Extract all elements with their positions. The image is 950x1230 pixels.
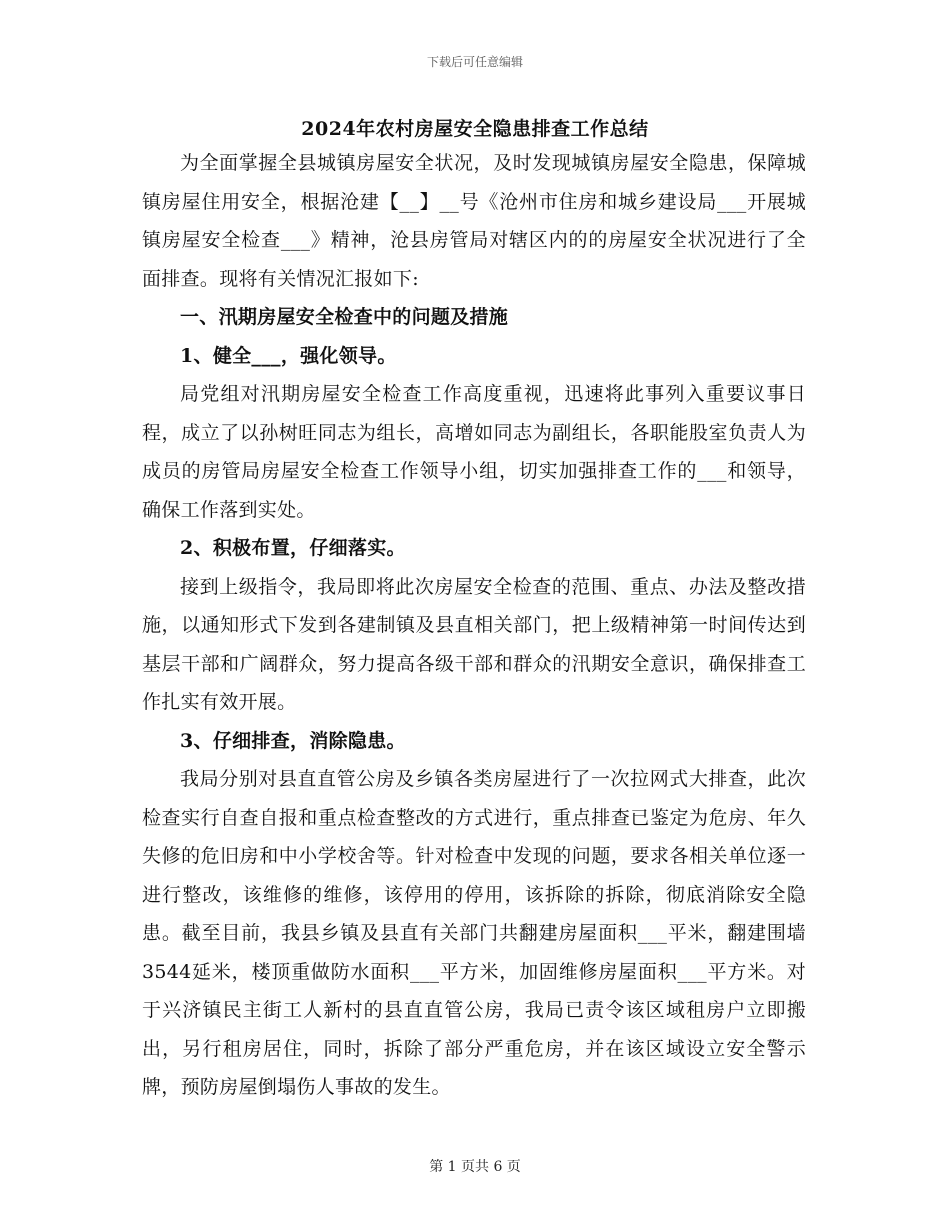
page-footer: 第 1 页共 6 页 (429, 1159, 521, 1175)
page-header: 下载后可任意编辑 (426, 55, 523, 69)
item-heading-3: 3、仔细排查，消除隐患。 (180, 729, 406, 752)
item-heading-1: 1、健全___，强化领导。 (180, 344, 397, 367)
item-body-1: 局党组对汛期房屋安全检查工作高度重视，迅速将此事列入重要议事日程，成立了以孙树旺同志为组长，高增如同志为副组长，各职能股室负责人为成员的房管局房屋安全检查工作领导小组，切实加强排查工作的___和领导，确保工作落到实处。 (142, 383, 806, 521)
intro-paragraph: 为全面掌握全县城镇房屋安全状况，及时发现城镇房屋安全隐患，保障城镇房屋住用安全，根据沧建【__】__号《沧州市住房和城乡建设局___开展城镇房屋安全检查___》精神，沧县房管局对辖区内的的房屋安全状况进行了全面排查。现将有关情况汇报如下: (142, 152, 806, 290)
item-body-2: 接到上级指令，我局即将此次房屋安全检查的范围、重点、办法及整改措施，以通知形式下发到各建制镇及县直相关部门，把上级精神第一时间传达到基层干部和广阔群众，努力提高各级干部和群众的汛期安全意识，确保排查工作扎实有效开展。 (142, 575, 806, 713)
item-heading-2: 2、积极布置，仔细落实。 (180, 537, 406, 559)
document-title: 2024年农村房屋安全隐患排查工作总结 (301, 118, 649, 140)
document-body (142, 144, 806, 1107)
section-heading: 一、汛期房屋安全检查中的问题及措施 (180, 306, 509, 328)
item-body-3: 我局分别对县直直管公房及乡镇各类房屋进行了一次拉网式大排查，此次检查实行自查自报和重点检查整改的方式进行，重点排查已鉴定为危房、年久失修的危旧房和中小学校舍等。针对检查中发现的问题，要求各相关单位逐一进行整改，该维修的维修，该停用的停用，该拆除的拆除，彻底消除安全隐患。截至目前，我县乡镇及县直有关部门共翻建房屋面积___平米，翻建围墙3544延米，楼顶重做防水面积___平方米，加固维修房屋面积___平方米。对于兴济镇民主街工人新村的县直直管公房，我局已责令该区域租房户立即搬出，另行租房居住，同时，拆除了部分严重危房，并在该区域设立安全警示牌，预防房屋倒塌伤人事故的发生。 (142, 768, 806, 1098)
